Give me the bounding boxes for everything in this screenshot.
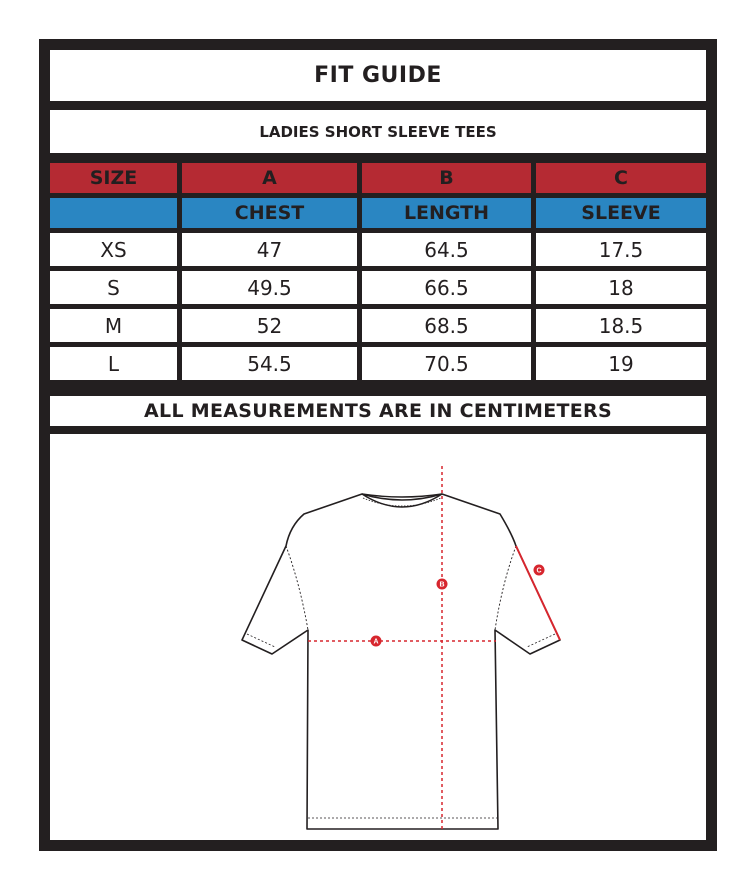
- table-row: [50, 309, 706, 342]
- cell-length: 64.5: [362, 233, 531, 266]
- header-row-letters: [50, 163, 706, 193]
- cell-size: XS: [50, 233, 177, 266]
- table-row: [50, 271, 706, 304]
- cell-length: 66.5: [362, 271, 531, 304]
- header-length: LENGTH: [362, 198, 531, 228]
- cell-size: M: [50, 309, 177, 342]
- cell-chest: 52: [182, 309, 357, 342]
- header-c: C: [536, 163, 706, 193]
- tshirt-diagram: [50, 434, 706, 840]
- page-subtitle: LADIES SHORT SLEEVE TEES: [50, 110, 706, 153]
- size-table: [50, 163, 706, 385]
- header-a: A: [182, 163, 357, 193]
- fit-guide-frame: [39, 39, 717, 851]
- tshirt-illustration: [50, 434, 706, 840]
- table-row: [50, 233, 706, 266]
- cell-length: 68.5: [362, 309, 531, 342]
- marker-b-label: B: [439, 581, 445, 589]
- cell-sleeve: 18.5: [536, 309, 706, 342]
- cell-sleeve: 19: [536, 347, 706, 380]
- cell-chest: 49.5: [182, 271, 357, 304]
- header-chest: CHEST: [182, 198, 357, 228]
- cell-size: S: [50, 271, 177, 304]
- header-blank: [50, 198, 177, 228]
- table-row: [50, 347, 706, 380]
- cell-sleeve: 18: [536, 271, 706, 304]
- cell-size: L: [50, 347, 177, 380]
- marker-a-label: A: [373, 638, 379, 646]
- cell-sleeve: 17.5: [536, 233, 706, 266]
- header-row-names: [50, 198, 706, 228]
- header-sleeve: SLEEVE: [536, 198, 706, 228]
- units-note: ALL MEASUREMENTS ARE IN CENTIMETERS: [50, 396, 706, 426]
- cell-chest: 54.5: [182, 347, 357, 380]
- page-title: FIT GUIDE: [50, 50, 706, 101]
- marker-c-label: C: [536, 567, 542, 575]
- header-size: SIZE: [50, 163, 177, 193]
- cell-chest: 47: [182, 233, 357, 266]
- tshirt-body-outline: [242, 494, 560, 829]
- header-b: B: [362, 163, 531, 193]
- cell-length: 70.5: [362, 347, 531, 380]
